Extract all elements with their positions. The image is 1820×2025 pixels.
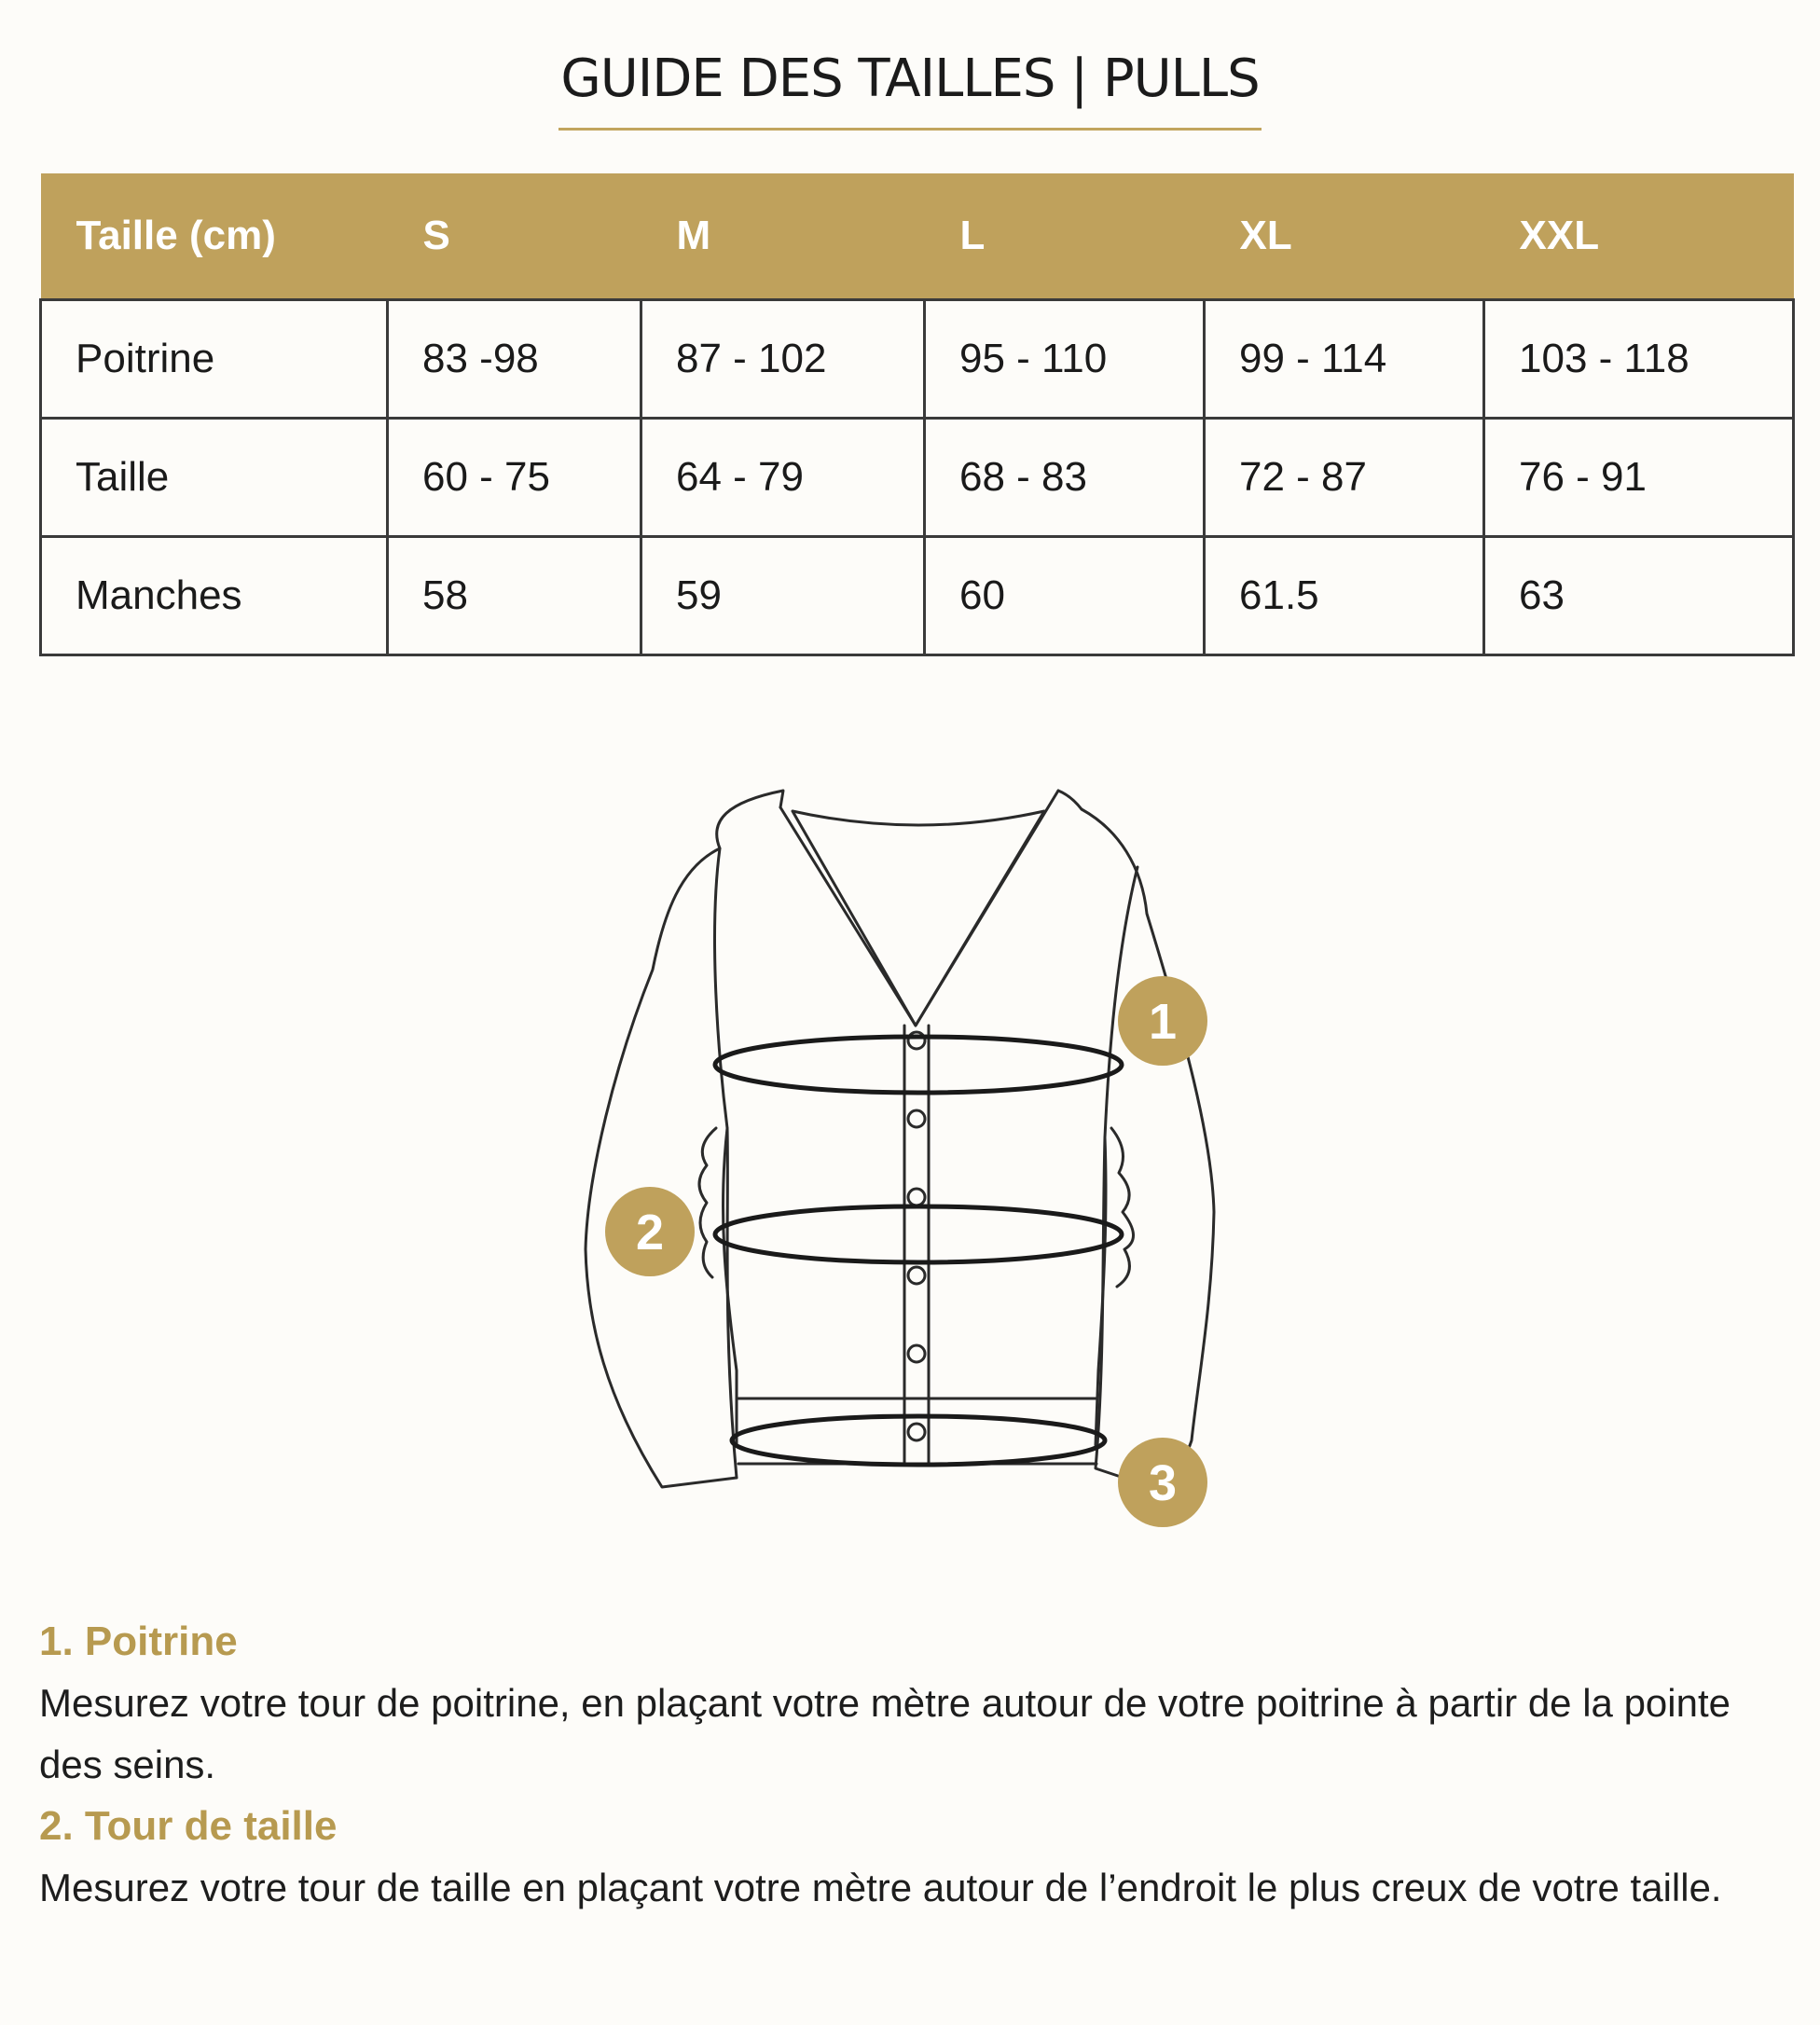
header-size-xxl: XXL (1484, 173, 1794, 300)
instruction-text-poitrine: Mesurez votre tour de poitrine, en plaçant votre mètre autour de votre poitrine à partir de la pointe des seins. (39, 1681, 1730, 1786)
instruction-text-taille: Mesurez votre tour de taille en plaçant votre mètre autour de l’endroit le plus creux de votre taille. (39, 1866, 1722, 1909)
header-size-xl: XL (1205, 173, 1484, 300)
button (908, 1110, 925, 1127)
table-row-taille (41, 419, 1794, 537)
table-cell: 60 (925, 537, 1205, 655)
table-cell: 58 (388, 537, 641, 655)
table-cell: 61.5 (1205, 537, 1484, 655)
table-cell: 72 - 87 (1205, 419, 1484, 537)
marker-1 (1118, 976, 1207, 1066)
header-size-l: L (925, 173, 1205, 300)
table-header-row (41, 173, 1794, 300)
button (908, 1345, 925, 1362)
instruction-heading-taille: 2. Tour de taille (39, 1803, 338, 1849)
marker-1-label: 1 (1148, 994, 1178, 1050)
table-cell: 68 - 83 (925, 419, 1205, 537)
row-label: Manches (41, 537, 388, 655)
table-row-manches (41, 537, 1794, 655)
marker-2-label: 2 (635, 1205, 665, 1260)
waist-measure-line (715, 1206, 1122, 1262)
table-cell: 87 - 102 (641, 300, 925, 419)
button (908, 1189, 925, 1205)
cardigan-outline (586, 791, 1214, 1487)
table-cell: 59 (641, 537, 925, 655)
button (908, 1424, 925, 1440)
table-cell: 99 - 114 (1205, 300, 1484, 419)
instruction-heading-poitrine: 1. Poitrine (39, 1619, 238, 1664)
sweater-diagram (0, 727, 1820, 1566)
header-taille-cm: Taille (cm) (41, 173, 388, 300)
table-cell: 83 -98 (388, 300, 641, 419)
page-title: GUIDE DES TAILLES | PULLS (558, 48, 1261, 131)
marker-2 (605, 1187, 695, 1276)
button (908, 1267, 925, 1284)
row-label: Poitrine (41, 300, 388, 419)
size-table (39, 173, 1795, 656)
table-cell: 103 - 118 (1484, 300, 1794, 419)
table-cell: 76 - 91 (1484, 419, 1794, 537)
table-cell: 64 - 79 (641, 419, 925, 537)
table-cell: 63 (1484, 537, 1794, 655)
row-label: Taille (41, 419, 388, 537)
table-row-poitrine (41, 300, 1794, 419)
table-cell: 95 - 110 (925, 300, 1205, 419)
measurement-instructions (39, 1611, 1792, 1919)
header-size-s: S (388, 173, 641, 300)
cardigan-illustration (0, 727, 1820, 1566)
marker-3 (1118, 1438, 1207, 1527)
marker-3-label: 3 (1148, 1455, 1178, 1511)
header-size-m: M (641, 173, 925, 300)
measure-lines (715, 1037, 1122, 1465)
table-cell: 60 - 75 (388, 419, 641, 537)
